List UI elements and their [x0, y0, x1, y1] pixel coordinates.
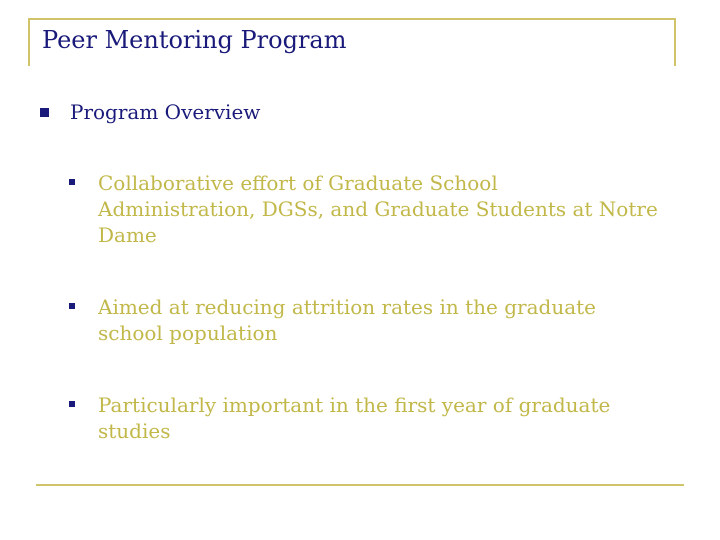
frame-top-rule [28, 18, 676, 20]
frame-right-rule [674, 18, 676, 66]
small-square-bullet-icon [69, 401, 75, 407]
frame-bottom-rule [36, 484, 684, 486]
slide-title: Peer Mentoring Program [42, 26, 347, 54]
sub-bullet-item [69, 392, 669, 444]
main-bullet-item [40, 100, 260, 124]
sub-bullet-text: Particularly important in the first year of graduate studies [98, 393, 611, 443]
sub-bullet-item [69, 170, 669, 248]
sub-bullet-text: Aimed at reducing attrition rates in the graduate school population [98, 295, 596, 345]
small-square-bullet-icon [69, 179, 75, 185]
small-square-bullet-icon [69, 303, 75, 309]
sub-bullet-text: Collaborative effort of Graduate School Administration, DGSs, and Graduate Students at Notre Dame [98, 171, 658, 247]
sub-bullet-item [69, 294, 669, 346]
square-bullet-icon [40, 108, 49, 117]
main-bullet-text: Program Overview [70, 100, 261, 124]
frame-left-rule [28, 18, 30, 66]
